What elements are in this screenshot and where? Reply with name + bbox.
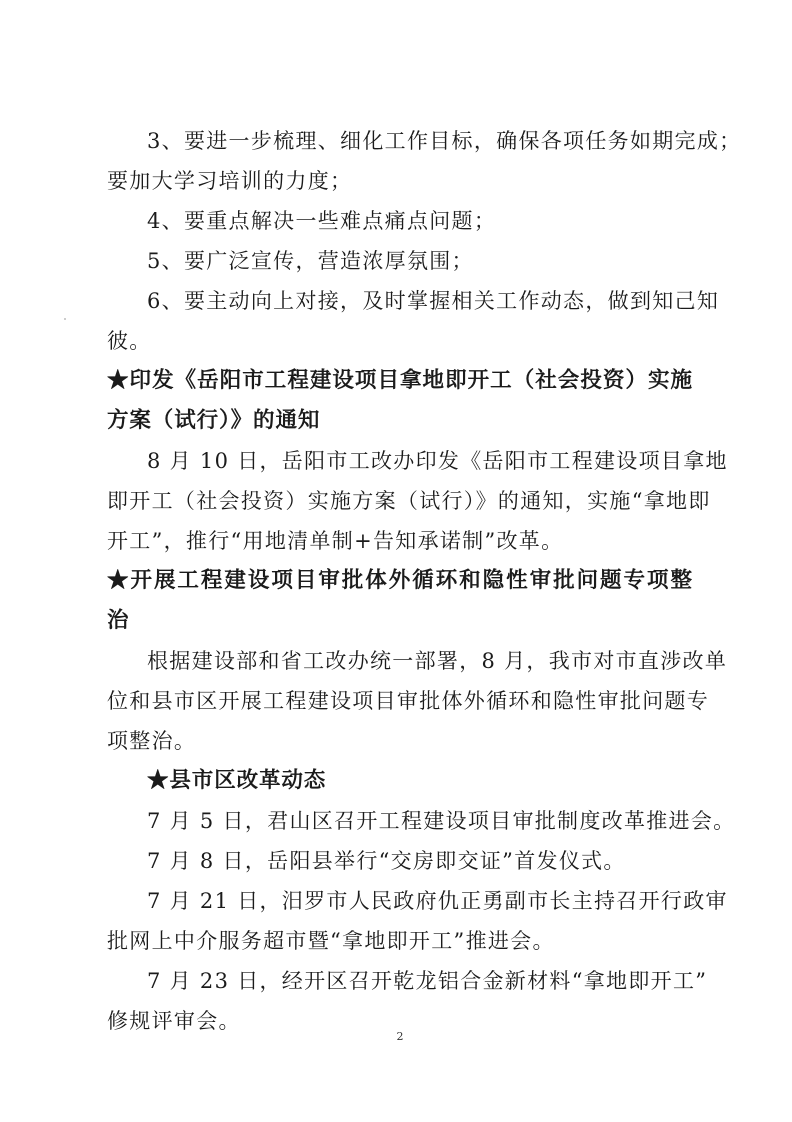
list-item-3-continuation: 要加大学习培训的力度； (107, 169, 353, 193)
section-rectification-paragraph-line: 项整治。 (107, 729, 197, 753)
list-item-4: 4、要重点解决一些难点痛点问题； (147, 209, 497, 233)
list-item-6: 6、要主动向上对接，及时掌握相关工作动态，做到知己知 (147, 289, 720, 313)
county-reform-item: 7 月 8 日，岳阳县举行“交房即交证”首发仪式。 (147, 849, 626, 873)
county-reform-item: 7 月 23 日，经开区召开乾龙铝合金新材料“拿地即开工” (147, 969, 708, 993)
section-heading-rectification-continuation: 治 (107, 608, 130, 633)
section-heading-notice: ★印发《岳阳市工程建设项目拿地即开工（社会投资）实施 (107, 368, 692, 393)
page-number: 2 (396, 1030, 404, 1043)
county-reform-item: 7 月 5 日，君山区召开工程建设项目审批制度改革推进会。 (147, 809, 736, 833)
list-item-3: 3、要进一步梳理、细化工作目标，确保各项任务如期完成； (147, 129, 742, 153)
county-reform-item-continuation: 批网上中介服务超市暨“拿地即开工”推进会。 (107, 929, 555, 953)
section-notice-paragraph-line: 开工”，推行“用地清单制+告知承诺制”改革。 (107, 529, 564, 553)
section-rectification-paragraph-line: 根据建设部和省工改办统一部署，8 月，我市对市直涉改单 (147, 649, 728, 673)
section-notice-paragraph-line: 即开工（社会投资）实施方案（试行）》的通知，实施“拿地即 (107, 489, 711, 513)
section-notice-paragraph-line: 8 月 10 日，岳阳市工改办印发《岳阳市工程建设项目拿地 (147, 449, 728, 473)
county-reform-item-continuation: 修规评审会。 (107, 1009, 241, 1033)
section-rectification-paragraph-line: 位和县市区开展工程建设项目审批体外循环和隐性审批问题专 (107, 689, 710, 713)
list-item-5: 5、要广泛宣传，营造浓厚氛围； (147, 249, 474, 273)
scan-speck (64, 318, 66, 320)
section-heading-rectification: ★开展工程建设项目审批体外循环和隐性审批问题专项整 (107, 568, 692, 593)
section-heading-county-reform: ★县市区改革动态 (147, 768, 327, 793)
list-item-6-continuation: 彼。 (107, 329, 152, 353)
section-heading-notice-continuation: 方案（试行）》的通知 (107, 408, 321, 433)
county-reform-item: 7 月 21 日，汨罗市人民政府仇正勇副市长主持召开行政审 (147, 889, 728, 913)
